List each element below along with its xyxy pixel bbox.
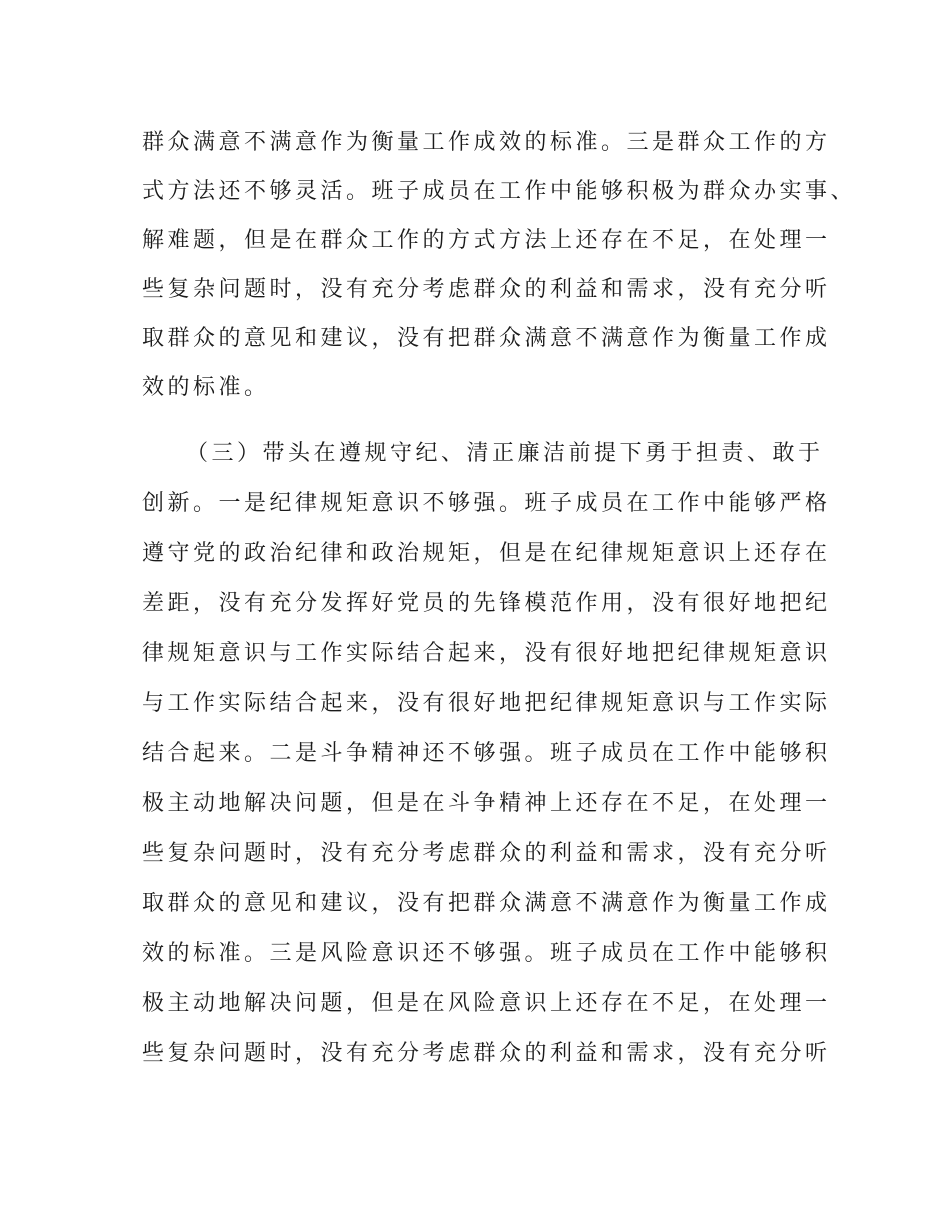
text-line: 些复杂问题时，没有充分考虑群众的利益和需求，没有充分听 [142, 1041, 831, 1066]
text-line: 差距，没有充分发挥好党员的先锋模范作用，没有很好地把纪 [142, 591, 831, 616]
text-line: 极主动地解决问题，但是在斗争精神上还存在不足，在处理一 [142, 791, 831, 816]
text-line: 结合起来。二是斗争精神还不够强。班子成员在工作中能够积 [142, 741, 831, 766]
text-line: 取群众的意见和建议，没有把群众满意不满意作为衡量工作成 [142, 326, 831, 351]
text-line: 创新。一是纪律规矩意识不够强。班子成员在工作中能够严格 [142, 491, 831, 516]
text-line: 式方法还不够灵活。班子成员在工作中能够积极为群众办实事、 [142, 179, 857, 204]
text-line: 与工作实际结合起来，没有很好地把纪律规矩意识与工作实际 [142, 691, 831, 716]
text-line: 律规矩意识与工作实际结合起来，没有很好地把纪律规矩意识 [142, 641, 831, 666]
text-line: 极主动地解决问题，但是在风险意识上还存在不足，在处理一 [142, 991, 831, 1016]
text-line: 解难题，但是在群众工作的方式方法上还存在不足，在处理一 [142, 228, 831, 253]
text-line: 取群众的意见和建议，没有把群众满意不满意作为衡量工作成 [142, 891, 831, 916]
text-line: 些复杂问题时，没有充分考虑群众的利益和需求，没有充分听 [142, 277, 831, 302]
text-line: 群众满意不满意作为衡量工作成效的标准。三是群众工作的方 [142, 130, 831, 155]
text-line: 效的标准。三是风险意识还不够强。班子成员在工作中能够积 [142, 941, 831, 966]
text-line: 效的标准。 [142, 375, 270, 400]
text-line: 些复杂问题时，没有充分考虑群众的利益和需求，没有充分听 [142, 841, 831, 866]
section-heading-line: （三）带头在遵规守纪、清正廉洁前提下勇于担责、敢于 [186, 441, 824, 466]
text-line: 遵守党的政治纪律和政治规矩，但是在纪律规矩意识上还存在 [142, 541, 831, 566]
